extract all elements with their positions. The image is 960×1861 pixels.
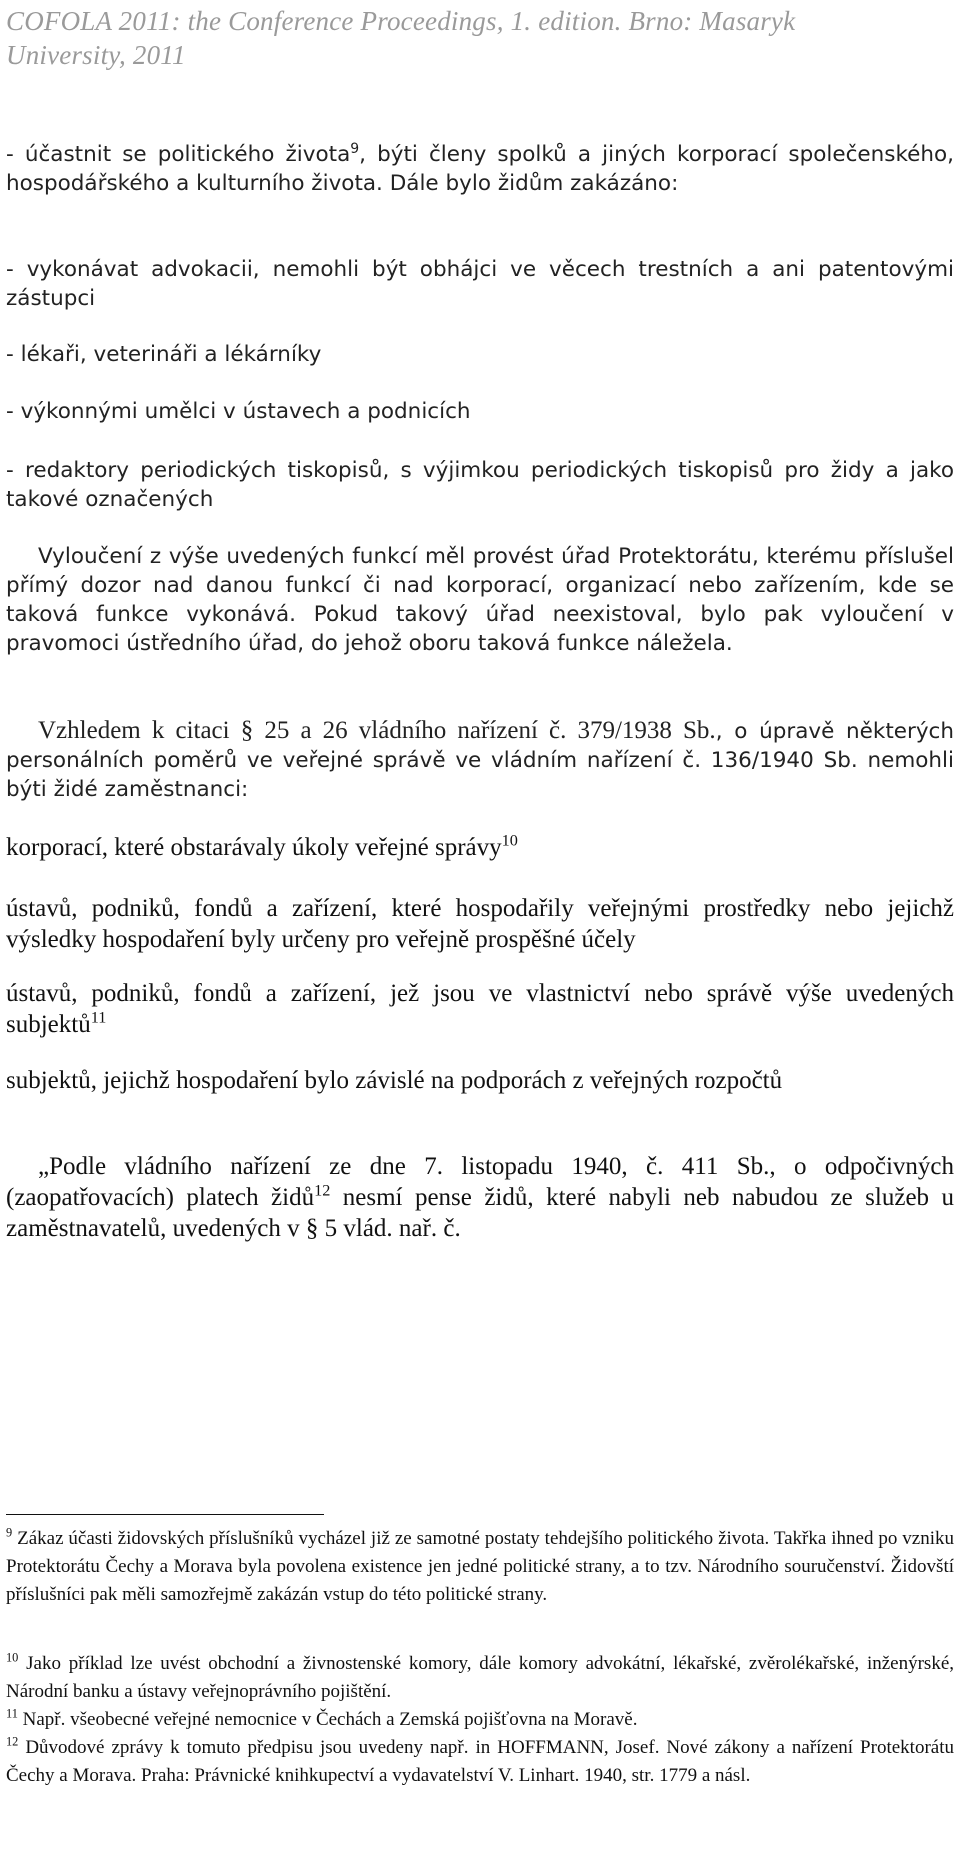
footnote-separator bbox=[6, 1514, 324, 1515]
footnote-12: $^{12}$ Důvodové zprávy k tomuto předpisu jsou uvedeny např. in HOFFMANN, Josef. Nové zákony a nařízení Protektorátu Čechy a Morava. Praha: Právnické knihkupectví a vydavatelství V. Linhart. 1940, str. 1779 a násl. bbox=[6, 1734, 954, 1786]
footnote-ref-9: 9 bbox=[350, 140, 360, 157]
paragraph-exclusion: Vyloučení z výše uvedených funkcí měl provést úřad Protektorátu, kterému příslušel přímý dozor nad danou funkcí či nad korporací, organizací nebo zařízením, kde se taková funkce vykonává. Pokud takový úřad neexistoval, bylo pak vyloučení v pravomoci ústředního úřad, do jehož oboru taková funkce náležela. bbox=[6, 544, 954, 656]
footnote-9: $^9$ Zákaz účasti židovských příslušníků vycházel již ze samotné postaty tehdejšího politického života. Takřka ihned po vzniku Protektorátu Čechy a Morava byla povolena existence jen jedné politické strany, a to tzv. Národního souručenství. Židovští příslušníci pak měli samozřejmě zakázán vstup do této politické strany. bbox=[6, 1525, 954, 1605]
list-item-advocacy: - vykonávat advokacii, nemohli být obhájci ve věcech trestních a ani patentovými zástupci bbox=[6, 257, 954, 311]
employee-item-public-funds: ústavů, podniků, fondů a zařízení, které hospodařily veřejnými prostředky nebo jejichž výsledky hospodaření byly určeny pro veřejně prospěšné účely bbox=[6, 895, 954, 953]
list-item-artists: - výkonnými umělci v ústavech a podnicích bbox=[6, 399, 471, 424]
employee-item-owned-entities: ústavů, podniků, fondů a zařízení, jež jsou ve vlastnictví nebo správě výše uvedených subjektů$^{11}$ bbox=[6, 980, 954, 1038]
paragraph-legal-reference: Vzhledem k citaci § 25 a 26 vládního nařízení č. 379/1938 Sb., o úpravě některých personálních poměrů ve veřejné správě ve vládním nařízení č. 136/1940 Sb. nemohli býti židé zaměstnanci: bbox=[6, 717, 954, 802]
running-header bbox=[6, 4, 946, 72]
employee-item-subsidized: subjektů, jejichž hospodaření bylo závislé na podporách z veřejných rozpočtů bbox=[6, 1067, 783, 1094]
list-item-doctors: - lékaři, veterináři a lékárníky bbox=[6, 342, 322, 367]
paragraph-quote: „Podle vládního nařízení ze dne 7. listopadu 1940, č. 411 Sb., o odpočivných (zaopatřovacích) platech židů$^{12}$ nesmí pense židů, které nabyli neb nabudou ze služeb u zaměstnavatelů, uvedených v § 5 vlád. nař. č. bbox=[6, 1153, 954, 1242]
list-item-editors: - redaktory periodických tiskopisů, s výjimkou periodických tiskopisů pro židy a jako takové označených bbox=[6, 458, 954, 512]
footnote-11: $^{11}$ Např. všeobecné veřejné nemocnice v Čechách a Zemská pojišťovna na Moravě. bbox=[6, 1706, 638, 1730]
header-line-1: COFOLA 2011: the Conference Proceedings, 1. edition. Brno: Masaryk bbox=[6, 6, 796, 36]
header-line-2: University, 2011 bbox=[6, 40, 186, 70]
footnote-ref-11: 11 bbox=[90, 1008, 107, 1027]
footnote-10: $^{10}$ Jako příklad lze uvést obchodní a živnostenské komory, dále komory advokátní, lékařské, zvěrolékařské, inženýrské, Národní banku a ústavy veřejnoprávního pojištění. bbox=[6, 1650, 954, 1702]
list-item-politics: - účastnit se politického života$^9$, býti členy spolků a jiných korporací společenského, hospodářského a kulturního života. Dále bylo židům zakázáno: bbox=[6, 140, 955, 196]
footnote-ref-12: 12 bbox=[314, 1181, 331, 1200]
footnote-ref-10: 10 bbox=[501, 831, 518, 850]
employee-item-corporations: korporací, které obstarávaly úkoly veřejné správy$^{10}$ bbox=[6, 831, 518, 861]
